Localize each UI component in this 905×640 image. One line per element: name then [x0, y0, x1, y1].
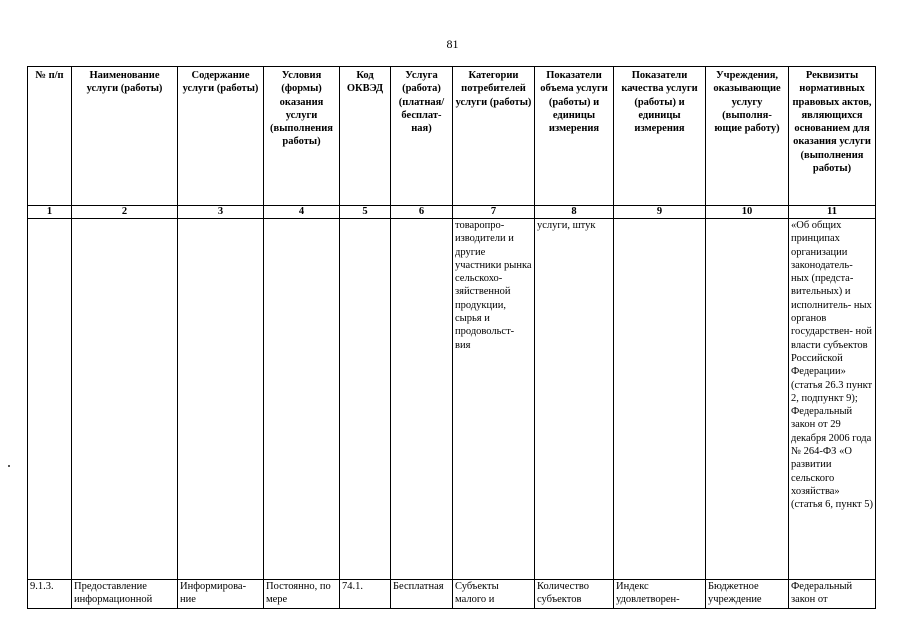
institution-cell: Бюджетное учреждение	[706, 580, 789, 609]
volume-indicator-cell: услуги, штук	[535, 219, 614, 580]
header-cell: Содержание услуги (работы)	[178, 67, 264, 206]
consumer-category-cell: товаропро- изводители и другие участники рынка сельскохо- зяйственной продукции, сырья и продовольст- вия	[453, 219, 535, 580]
header-cell: Учреждения, оказывающие услугу (выполня- ющие работу)	[706, 67, 789, 206]
column-number: 10	[706, 206, 789, 219]
column-number: 3	[178, 206, 264, 219]
table-cell	[264, 219, 340, 580]
service-name-cell: Предоставление информационной	[72, 580, 178, 609]
header-cell: Наименование услуги (работы)	[72, 67, 178, 206]
column-number: 11	[789, 206, 876, 219]
table-cell	[178, 219, 264, 580]
table-cell	[706, 219, 789, 580]
legal-basis-cell: Федеральный закон от	[789, 580, 876, 609]
column-number: 2	[72, 206, 178, 219]
scan-dot	[8, 465, 10, 467]
table-row	[28, 219, 876, 580]
column-number: 9	[614, 206, 706, 219]
column-number: 4	[264, 206, 340, 219]
column-number: 7	[453, 206, 535, 219]
header-cell: Категории потребителей услуги (работы)	[453, 67, 535, 206]
column-number: 1	[28, 206, 72, 219]
table-cell	[72, 219, 178, 580]
header-cell: Реквизиты нормативных правовых актов, являющихся основанием для оказания услуги (выполнения работы)	[789, 67, 876, 206]
service-content-cell: Информирова- ние	[178, 580, 264, 609]
services-table	[27, 66, 876, 609]
consumer-category-cell: Субъекты малого и	[453, 580, 535, 609]
legal-basis-cell: «Об общих принципах организации законодатель- ных (предста- вительных) и исполнитель- ных органов государствен- ной власти субъектов Российской Федерации» (статья 26.3 пункт 2, подпункт 9); Федеральный закон от 29 декабря 2006 года № 264-ФЗ «О развитии сельского хозяйства» (статья 6, пункт 5)	[789, 219, 876, 580]
header-cell: Показатели объема услуги (работы) и единицы измерения	[535, 67, 614, 206]
header-cell: Код ОКВЭД	[340, 67, 391, 206]
table-row	[28, 580, 876, 609]
row-number-cell: 9.1.3.	[28, 580, 72, 609]
column-number: 5	[340, 206, 391, 219]
table-cell	[391, 219, 453, 580]
header-cell: Условия (формы) оказания услуги (выполнения работы)	[264, 67, 340, 206]
header-cell: № п/п	[28, 67, 72, 206]
column-number: 8	[535, 206, 614, 219]
header-cell: Показатели качества услуги (работы) и единицы измерения	[614, 67, 706, 206]
table-cell	[614, 219, 706, 580]
header-row	[28, 67, 876, 206]
table-cell	[340, 219, 391, 580]
column-number: 6	[391, 206, 453, 219]
header-cell: Услуга (работа) (платная/ бесплат- ная)	[391, 67, 453, 206]
paid-free-cell: Бесплатная	[391, 580, 453, 609]
column-number-row	[28, 206, 876, 219]
page-number: 81	[446, 37, 459, 51]
quality-indicator-cell: Индекс удовлетворен-	[614, 580, 706, 609]
table-cell	[28, 219, 72, 580]
okved-code-cell: 74.1.	[340, 580, 391, 609]
service-conditions-cell: Постоянно, по мере	[264, 580, 340, 609]
volume-indicator-cell: Количество субъектов	[535, 580, 614, 609]
